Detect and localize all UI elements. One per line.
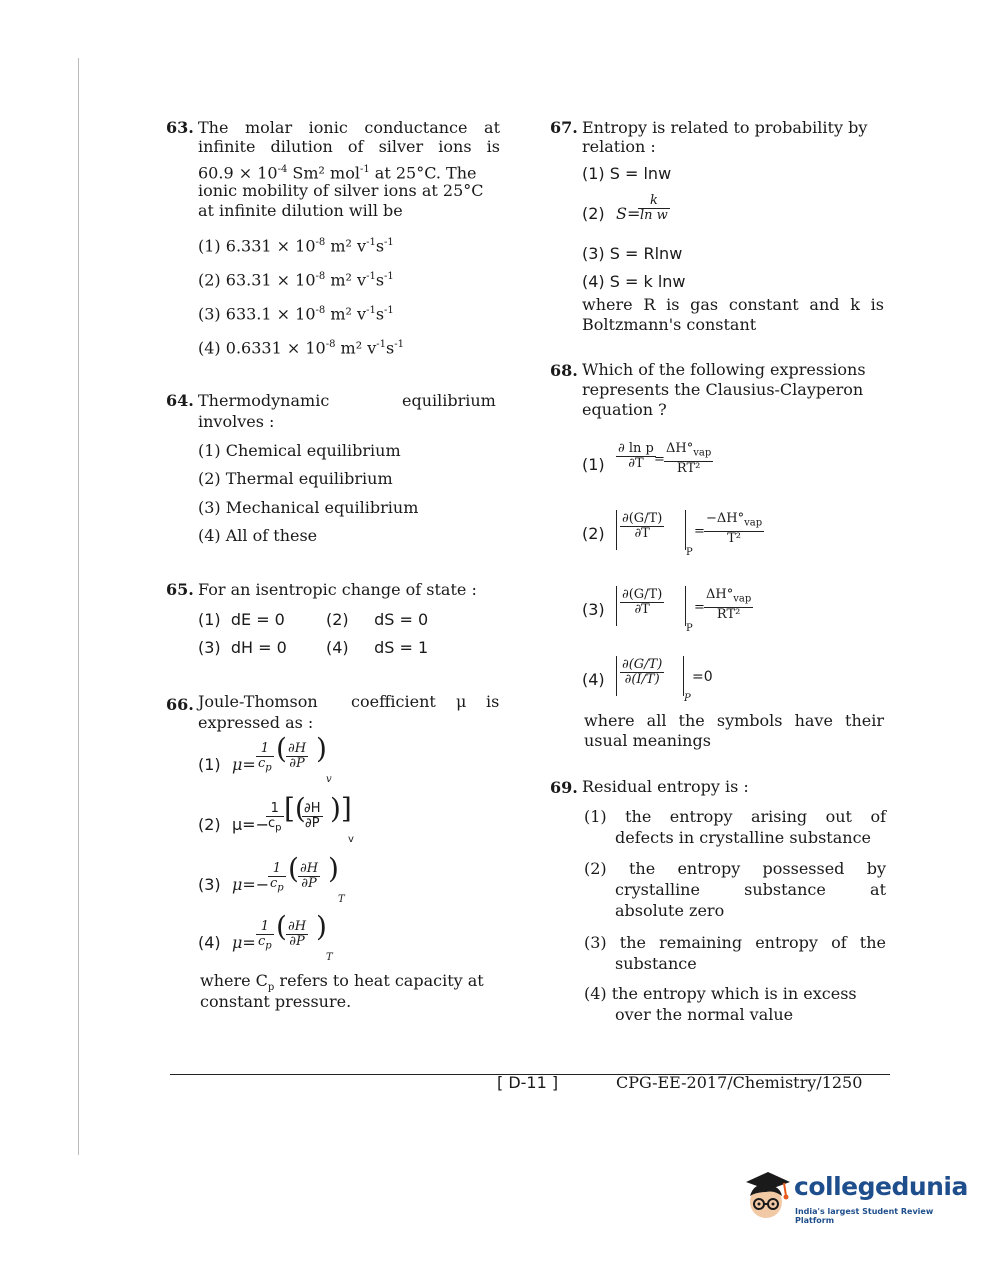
page-number: [ D-11 ] bbox=[497, 1073, 559, 1092]
option-2[interactable]: (2) the entropy possessed by crystalline substance at absolute zero bbox=[584, 859, 886, 920]
question-text-line: represents the Clausius-Clayperon bbox=[582, 380, 864, 399]
question-text-line: involves : bbox=[198, 412, 275, 431]
page-margin-line bbox=[78, 58, 79, 1155]
question-text-line: Joule-Thomson bbox=[198, 692, 318, 711]
question-text-line: Residual entropy is : bbox=[582, 777, 749, 796]
option-3[interactable]: (3) dH = 0 bbox=[198, 638, 287, 657]
option-1[interactable]: (1) $6.331 \times 10^{-8}$ m² $v^{-1}s^{-1}$ bbox=[198, 236, 394, 256]
option-4[interactable]: (4) All of these bbox=[198, 526, 318, 545]
option-1[interactable]: (1) S = lnw bbox=[582, 164, 672, 183]
question-text-line: Which of the following expressions bbox=[582, 360, 866, 379]
question-note-line: constant pressure. bbox=[200, 992, 352, 1011]
question-text-line: infinite dilution of silver ions is bbox=[198, 137, 500, 156]
collegedunia-logo bbox=[738, 1166, 968, 1226]
option-1[interactable]: (1) the entropy arising out of defects in crystalline substance bbox=[584, 807, 886, 847]
option-3[interactable]: (3) S = Rlnw bbox=[582, 244, 683, 263]
question-text-line: Thermodynamic bbox=[198, 391, 330, 410]
question-number: 68. bbox=[550, 361, 578, 380]
question-text-line: is bbox=[486, 692, 500, 711]
question-text-line: expressed as : bbox=[198, 713, 314, 732]
question-text-line: μ bbox=[456, 692, 467, 711]
option-2[interactable]: (2) $63.31 \times 10^{-8}$ m² $v^{-1}s^{-1}$ bbox=[198, 270, 394, 290]
mascot-icon bbox=[738, 1168, 794, 1224]
question-text-line: equation ? bbox=[582, 400, 667, 419]
option-4[interactable]: (4) the entropy which is in excess over the normal value bbox=[584, 984, 857, 1024]
question-text-line: For an isentropic change of state : bbox=[198, 580, 477, 599]
option-3[interactable]: (3) the remaining entropy of the substance bbox=[584, 933, 886, 973]
option-3[interactable]: (3) Mechanical equilibrium bbox=[198, 498, 419, 517]
question-text-line: relation : bbox=[582, 137, 656, 156]
logo-tagline: India's largest Student Review Platform bbox=[795, 1207, 934, 1225]
question-text-line: equilibrium bbox=[402, 391, 496, 410]
question-number: 67. bbox=[550, 118, 578, 137]
option-4[interactable]: (4) dS = 1 bbox=[326, 638, 429, 657]
question-text-line: Entropy is related to probability by bbox=[582, 118, 868, 137]
question-note-line: Boltzmann's constant bbox=[582, 315, 757, 334]
option-2[interactable]: (2) dS = 0 bbox=[326, 610, 429, 629]
question-text-line: coefficient bbox=[351, 692, 436, 711]
question-text-line: $60.9 \times 10^{-4}$ Sm² mol$^{-1}$ at 25°C. The bbox=[198, 163, 477, 183]
paper-code: CPG-EE-2017/Chemistry/1250 bbox=[616, 1073, 863, 1092]
question-number: 66. bbox=[166, 695, 194, 714]
question-number: 63. bbox=[166, 118, 194, 137]
logo-wordmark: collegedunia bbox=[794, 1172, 968, 1201]
option-1[interactable]: (1) Chemical equilibrium bbox=[198, 441, 401, 460]
question-number: 64. bbox=[166, 391, 194, 410]
question-note-line: where all the symbols have their bbox=[584, 711, 884, 730]
question-number: 69. bbox=[550, 778, 578, 797]
question-text-line: at infinite dilution will be bbox=[198, 201, 403, 220]
option-2[interactable]: (2) Thermal equilibrium bbox=[198, 469, 393, 488]
option-1[interactable]: (1) dE = 0 bbox=[198, 610, 285, 629]
option-4[interactable]: (4) $0.6331 \times 10^{-8}$ m² $v^{-1}s^{-1}$ bbox=[198, 338, 404, 358]
question-note-line: where $C_p$ refers to heat capacity at bbox=[200, 971, 484, 994]
question-text-line: The molar ionic conductance at bbox=[198, 118, 500, 137]
question-number: 65. bbox=[166, 580, 194, 599]
option-3[interactable]: (3) $633.1 \times 10^{-8}$ m² $v^{-1}s^{-1}$ bbox=[198, 304, 394, 324]
question-text-line: ionic mobility of silver ions at 25°C bbox=[198, 181, 484, 200]
question-note-line: usual meanings bbox=[584, 731, 711, 750]
question-note-line: where R is gas constant and k is bbox=[582, 295, 884, 314]
option-4[interactable]: (4) S = k lnw bbox=[582, 272, 686, 291]
